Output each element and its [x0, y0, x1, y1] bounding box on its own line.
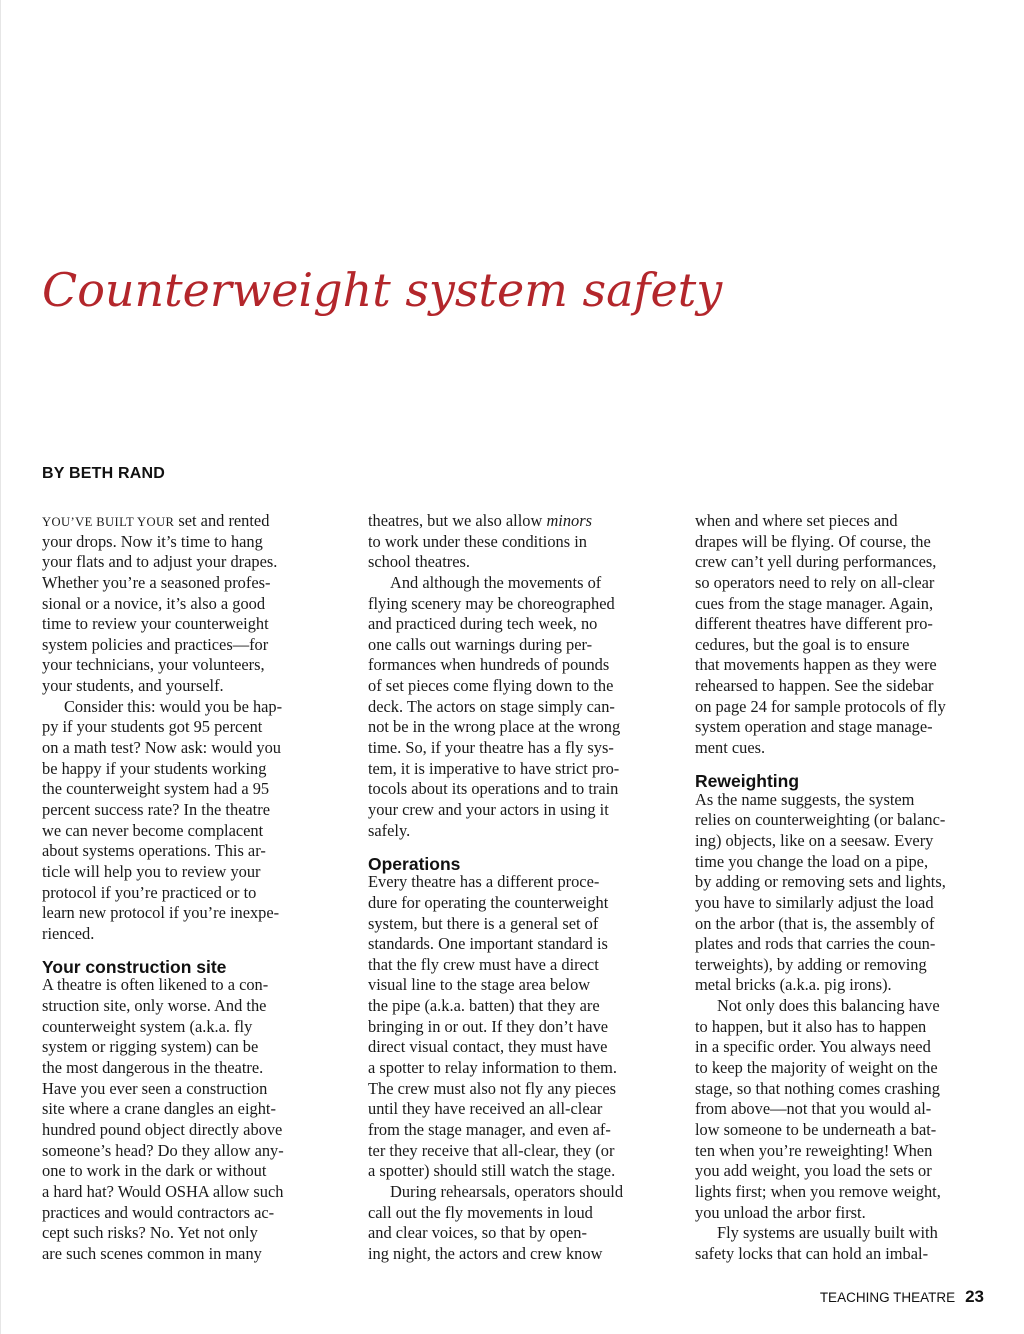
text-line: time to review your counterweight: [42, 614, 269, 634]
text-line: A theatre is often likened to a con-: [42, 975, 269, 995]
text-line: bringing in or out. If they don’t have: [368, 1016, 609, 1036]
article-title: Counterweight system safety: [42, 263, 723, 317]
text-line: when and where set pieces and: [695, 511, 898, 530]
text-line: ing night, the actors and crew know: [368, 1243, 603, 1263]
text-line: practices and would contractors ac-: [42, 1202, 275, 1222]
text-line: time you change the load on a pipe,: [695, 851, 929, 871]
lead-in-text: YOU’VE BUILT YOUR: [42, 515, 175, 529]
text-line: low someone to be underneath a bat-: [695, 1119, 937, 1139]
text-line: a spotter) should still watch the stage.: [368, 1161, 616, 1181]
section-heading: Reweighting: [695, 771, 800, 792]
text-line: protocol if you’re practiced or to: [42, 882, 257, 902]
text-line: school theatres.: [368, 552, 470, 572]
text-column-1: [42, 511, 338, 1264]
text-line: site where a crane dangles an eight-: [42, 1099, 276, 1119]
text-line: you unload the arbor first.: [695, 1202, 866, 1222]
page-number: 23: [965, 1287, 984, 1306]
text-line: system or rigging system) can be: [42, 1037, 259, 1057]
page-footer: [820, 1286, 984, 1309]
text-line: sional or a novice, it’s also a good: [42, 593, 266, 613]
text-line: rehearsed to happen. See the sidebar: [695, 676, 934, 696]
text-line: one calls out warnings during per-: [368, 634, 593, 654]
text-line: call out the fly movements in loud: [368, 1202, 593, 1222]
text-line: to happen, but it also has to happen: [695, 1016, 927, 1036]
line-text: set and rented: [174, 511, 270, 530]
text-line: rienced.: [42, 923, 95, 943]
text-line: py if your students got 95 percent: [42, 717, 263, 737]
text-line: the counterweight system had a 95: [42, 779, 270, 799]
text-line: be happy if your students working: [42, 758, 267, 778]
text-line: a hard hat? Would OSHA allow such: [42, 1181, 284, 1201]
text-line: cedures, but the goal is to ensure: [695, 634, 910, 654]
section-heading: Your construction site: [42, 956, 227, 977]
text-line: cept such risks? No. Yet not only: [42, 1223, 258, 1243]
text-line: about systems operations. This ar-: [42, 841, 266, 861]
text-line: hundred pound object directly above: [42, 1119, 283, 1139]
text-line: dure for operating the counterweight: [368, 892, 609, 912]
text-line: Fly systems are usually built with: [717, 1223, 938, 1243]
text-line: ter they receive that all-clear, they (or: [368, 1140, 615, 1160]
line-text: theatres, but we also allow: [368, 511, 547, 530]
text-line: ticle will help you to review your: [42, 861, 261, 881]
text-line: crew can’t yell during performances,: [695, 552, 937, 572]
text-line: Not only does this balancing have: [717, 996, 940, 1016]
text-line: someone’s head? Do they allow any-: [42, 1140, 284, 1160]
text-line: learn new protocol if you’re inexpe-: [42, 903, 280, 923]
text-line: from the stage manager, and even af-: [368, 1119, 611, 1139]
text-line: metal bricks (a.k.a. pig irons).: [695, 975, 892, 995]
text-line: time. So, if your theatre has a fly sys-: [368, 738, 614, 758]
text-line: drapes will be flying. Of course, the: [695, 531, 931, 551]
text-line: system policies and practices—for: [42, 634, 269, 654]
text-line: that movements happen as they were: [695, 655, 937, 675]
text-line: of set pieces come flying down to the: [368, 676, 614, 696]
text-line: you have to similarly adjust the load: [695, 892, 934, 912]
text-line: And although the movements of: [390, 572, 602, 592]
text-line: on the arbor (that is, the assembly of: [695, 913, 935, 933]
text-line: deck. The actors on stage simply can-: [368, 696, 615, 716]
text-line: from above—not that you would al-: [695, 1099, 932, 1119]
text-line: The crew must also not fly any pieces: [368, 1078, 617, 1098]
text-line: ten when you’re reweighting! When: [695, 1140, 933, 1160]
text-line: counterweight system (a.k.a. fly: [42, 1016, 253, 1036]
text-line: ing) objects, like on a seesaw. Every: [695, 830, 934, 850]
text-line: safety locks that can hold an imbal-: [695, 1243, 929, 1263]
text-column-2: [368, 511, 664, 1264]
text-line: not be in the wrong place at the wrong: [368, 717, 621, 737]
text-line: formances when hundreds of pounds: [368, 655, 610, 675]
text-line: system operation and stage manage-: [695, 717, 933, 737]
text-line: Have you ever seen a construction: [42, 1078, 268, 1098]
text-line: relies on counterweighting (or balanc-: [695, 810, 946, 830]
text-line: different theatres have different pro-: [695, 614, 933, 634]
text-line: visual line to the stage area below: [368, 975, 591, 995]
text-line: struction site, only worse. And the: [42, 996, 267, 1016]
text-line: lights first; when you remove weight,: [695, 1181, 941, 1201]
text-line: flying scenery may be choreographed: [368, 593, 615, 613]
text-line: your students, and yourself.: [42, 676, 224, 696]
text-line: you add weight, you load the sets or: [695, 1161, 932, 1181]
text-line: Consider this: would you be hap-: [64, 696, 283, 716]
text-line: percent success rate? In the theatre: [42, 799, 270, 819]
text-line: a spotter to relay information to them.: [368, 1058, 617, 1078]
text-line: until they have received an all-clear: [368, 1099, 603, 1119]
text-line: [42, 511, 338, 532]
text-line: Whether you’re a seasoned profes-: [42, 572, 271, 592]
text-line: your technicians, your volunteers,: [42, 655, 265, 675]
text-line: by adding or removing sets and lights,: [695, 872, 946, 892]
text-line: cues from the stage manager. Again,: [695, 593, 934, 613]
section-heading: Operations: [368, 853, 461, 874]
text-line: are such scenes common in many: [42, 1243, 262, 1263]
text-line: standards. One important standard is: [368, 934, 608, 954]
text-line: to work under these conditions in: [368, 531, 587, 551]
text-line: and practiced during tech week, no: [368, 614, 598, 634]
text-line: your crew and your actors in using it: [368, 799, 609, 819]
text-line: and clear voices, so that by open-: [368, 1223, 587, 1243]
text-line: [368, 511, 664, 532]
text-line: we can never become complacent: [42, 820, 264, 840]
text-line: on a math test? Now ask: would you: [42, 738, 281, 758]
text-line: As the name suggests, the system: [695, 789, 915, 809]
text-line: that the fly crew must have a direct: [368, 954, 599, 974]
text-line: in a specific order. You always need: [695, 1037, 931, 1057]
text-line: the most dangerous in the theatre.: [42, 1058, 264, 1078]
text-line: one to work in the dark or without: [42, 1161, 267, 1181]
text-line: safely.: [368, 820, 411, 840]
article-byline: BY BETH RAND: [42, 465, 166, 482]
text-line: terweights), by adding or removing: [695, 954, 927, 974]
text-line: to keep the majority of weight on the: [695, 1058, 938, 1078]
text-line: Every theatre has a different proce-: [368, 872, 600, 892]
text-line: During rehearsals, operators should: [390, 1181, 624, 1201]
text-line: tocols about its operations and to train: [368, 779, 619, 799]
italic-text: minors: [546, 511, 592, 530]
text-line: stage, so that nothing comes crashing: [695, 1078, 940, 1098]
text-line: system, but there is a general set of: [368, 913, 599, 933]
text-line: so operators need to rely on all-clear: [695, 572, 935, 592]
text-line: on page 24 for sample protocols of fly: [695, 696, 946, 716]
text-line: tem, it is imperative to have strict pro-: [368, 758, 620, 778]
text-line: direct visual contact, they must have: [368, 1037, 608, 1057]
publication-name: TEACHING THEATRE: [819, 1290, 956, 1305]
text-column-3: [695, 511, 991, 1264]
text-line: your drops. Now it’s time to hang: [42, 531, 263, 551]
text-line: your flats and to adjust your drapes.: [42, 552, 278, 572]
text-line: the pipe (a.k.a. batten) that they are: [368, 996, 600, 1016]
page-edge-line: [0, 0, 1, 1334]
text-line: plates and rods that carries the coun-: [695, 934, 936, 954]
text-line: ment cues.: [695, 738, 766, 758]
